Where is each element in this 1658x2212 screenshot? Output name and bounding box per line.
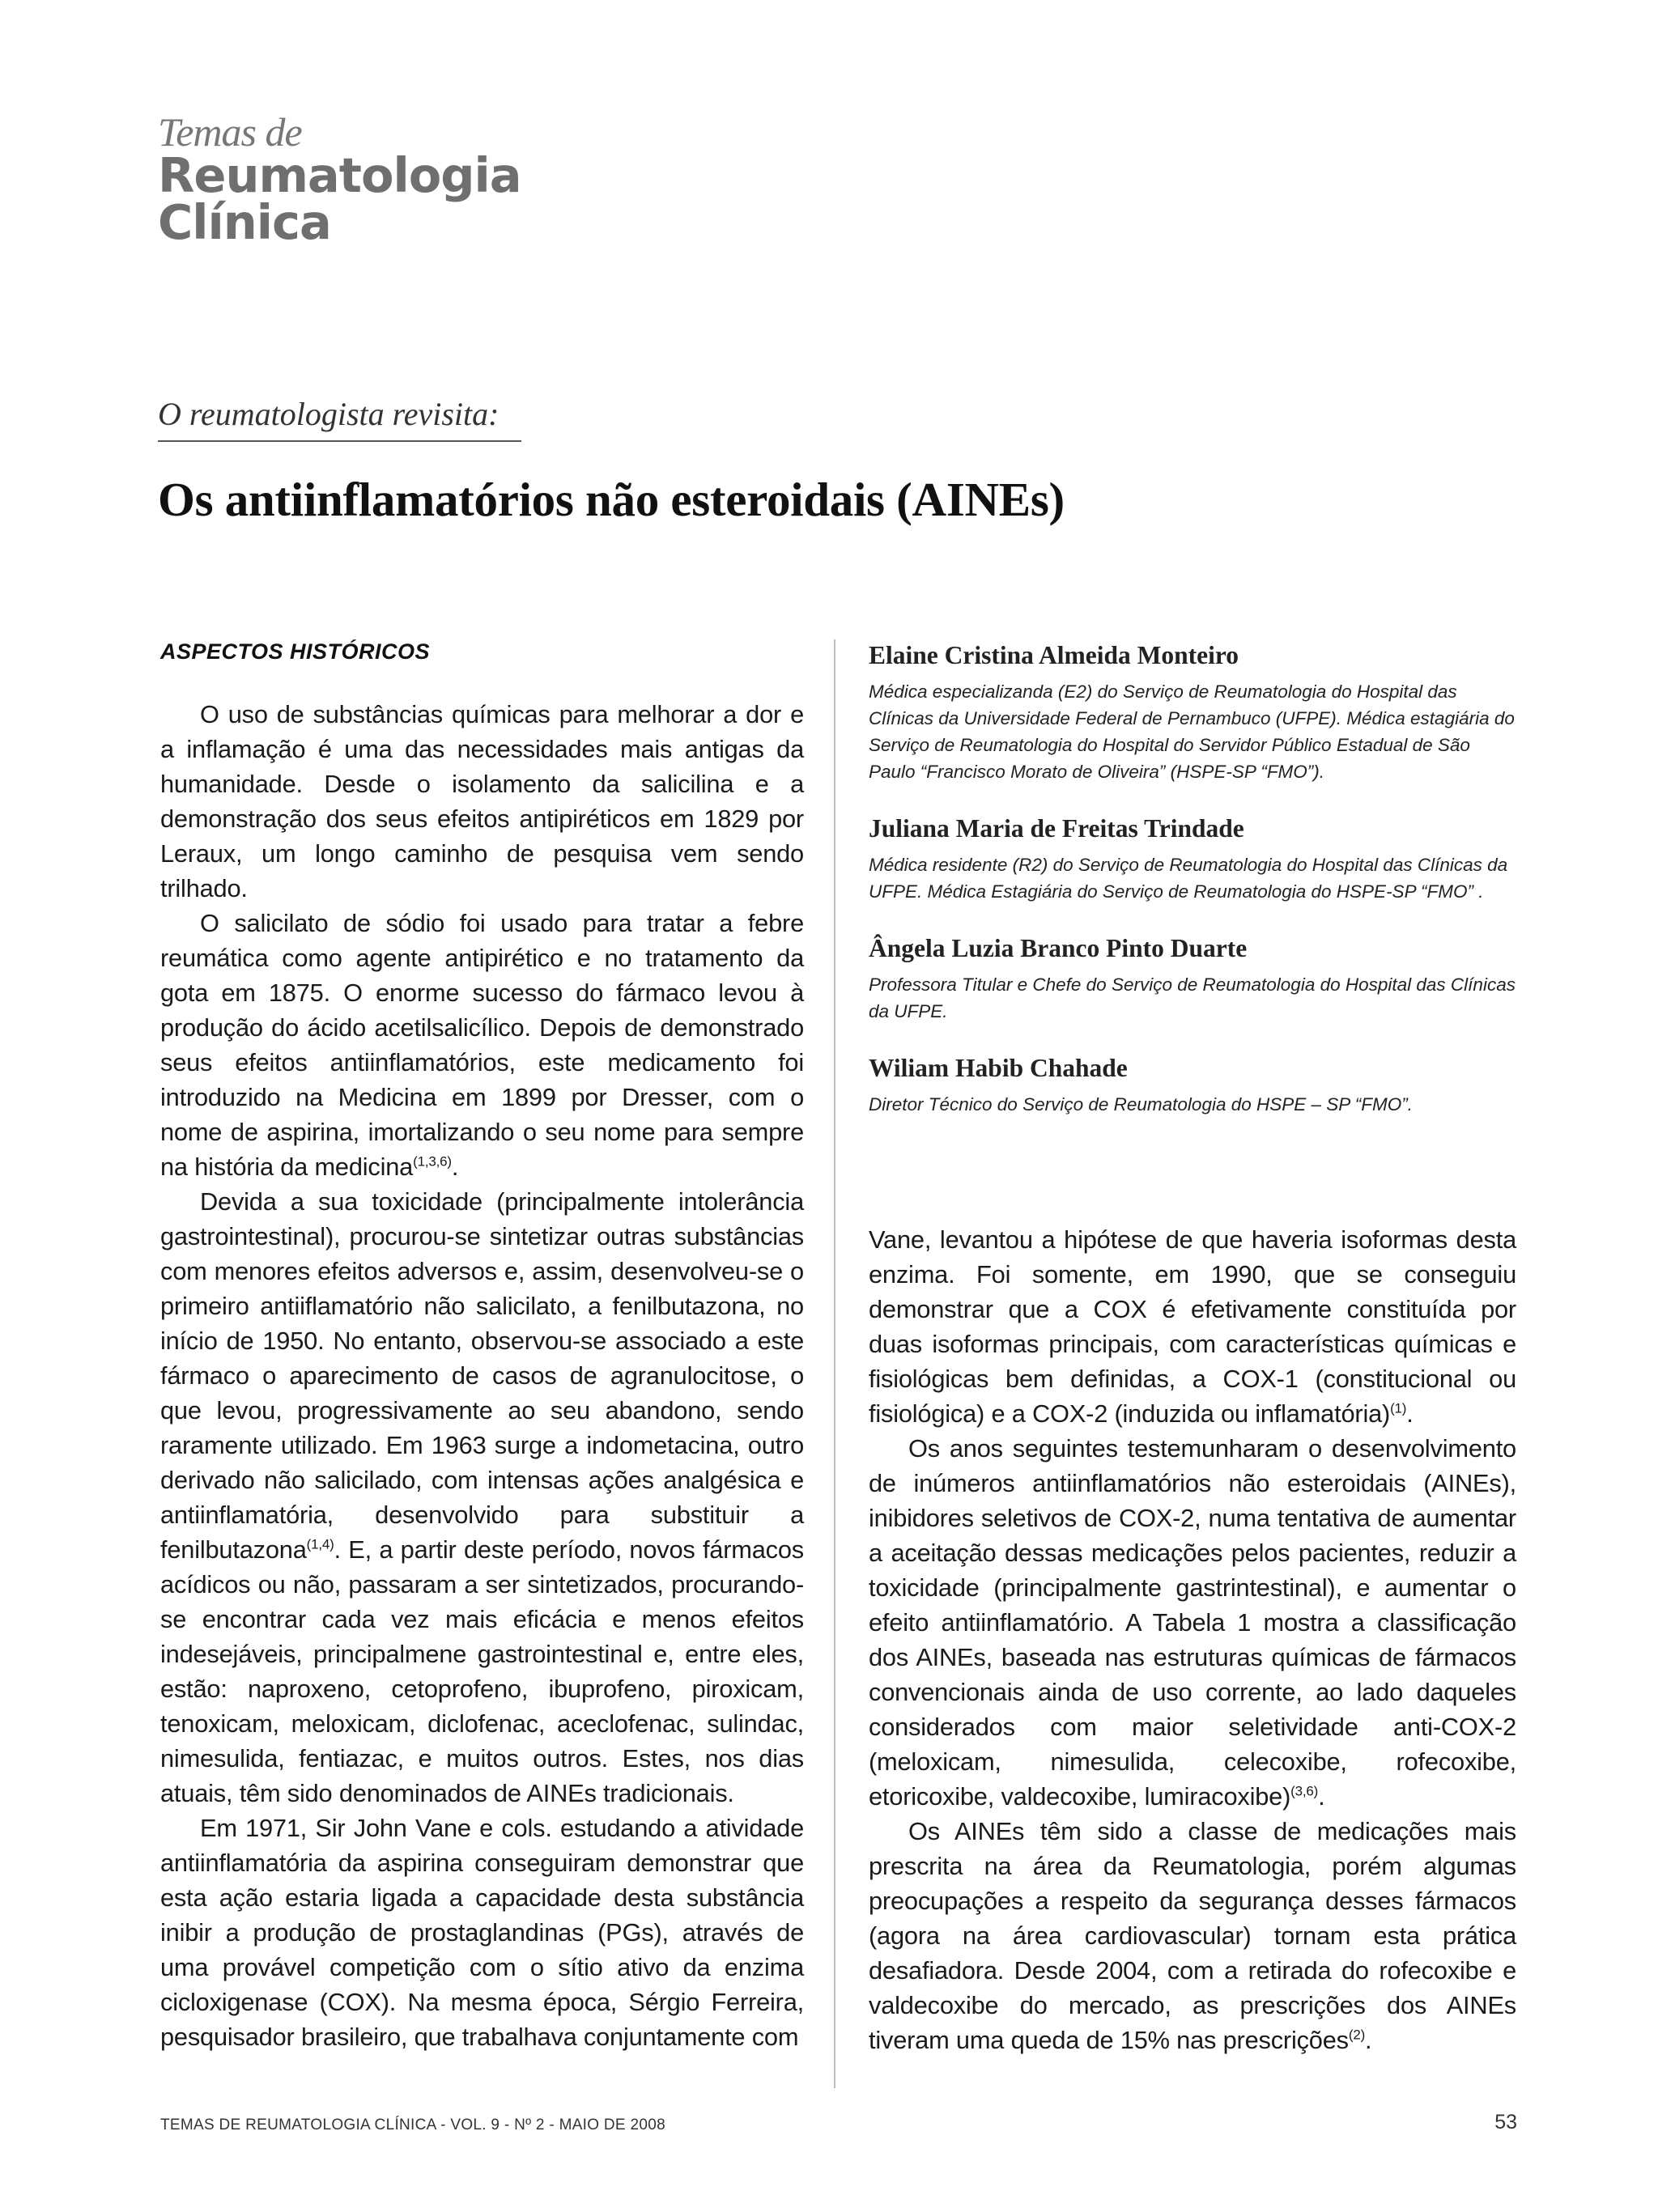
paragraph: O uso de substâncias químicas para melhorar a dor e a inflamação é uma das necessidades mais antigas da humanidade. Desde o isolamento da salicilina e a demonstração dos seus efeitos antipiréticos em 1829 por Leraux, um longo caminho de pesquisa vem sendo trilhado.: [160, 700, 804, 902]
section-heading: ASPECTOS HISTÓRICOS: [160, 639, 431, 664]
paragraph: Os anos seguintes testemunharam o desenvolvimento de inúmeros antiinflamatórios não esteroidais (AINEs), inibidores seletivos de COX-2, numa tentativa de aumentar a aceitação dessas medicações pelos pacientes, reduzir a toxicidade (principalmente gastrintestinal), e aumentar o efeito antiinflamatório. A Tabela 1 mostra a classificação dos AINEs, baseada nas estruturas químicas de fármacos convencionais ainda de uso corrente, ao lado daqueles considerados com maior seletividade anti-COX-2 (meloxicam, nimesulida, celecoxibe, rofecoxibe, etoricoxibe, valdecoxibe, lumiracoxibe)$^{(3,6)}$.: [869, 1434, 1516, 1811]
author-affiliation: Diretor Técnico do Serviço de Reumatologia do HSPE – SP “FMO”.: [869, 1094, 1413, 1114]
author-affiliation: Professora Titular e Chefe do Serviço de Reumatologia do Hospital das Clínicas da UFPE.: [869, 974, 1516, 1021]
author-affiliation: Médica residente (R2) do Serviço de Reumatologia do Hospital das Clínicas da UFPE. Médica Estagiária do Serviço de Reumatologia do HSPE-SP “FMO” .: [869, 855, 1508, 902]
citation-ref: (1): [1390, 1400, 1407, 1416]
paragraph: O salicilato de sódio foi usado para tratar a febre reumática como agente antipirético e no tratamento da gota em 1875. O enorme sucesso do fármaco levou à produção do ácido acetilsalicílico. Depois de demonstrado seus efeitos antiinflamatórios, este medicamento foi introduzido na Medicina em 1899 por Dresser, com o nome de aspirina, imortalizando o seu nome para sempre na história da medicina$^{(1,3,6)}$.: [160, 909, 804, 1181]
logo-line-3: Clínica: [158, 194, 331, 250]
article-title: Os antiinflamatórios não esteroidais (AINEs): [158, 473, 1065, 526]
author-name: Wiliam Habib Chahade: [869, 1054, 1128, 1082]
logo-line-2: Reumatologia: [158, 147, 521, 203]
author-name: Ângela Luzia Branco Pinto Duarte: [869, 934, 1248, 962]
right-body-text: [869, 1222, 1516, 2057]
paragraph: Vane, levantou a hipótese de que haveria isoformas desta enzima. Foi somente, em 1990, que se conseguiu demonstrar que a COX é efetivamente constituída por duas isoformas principais, com características químicas e fisiológicas bem definidas, a COX-1 (constitucional ou fisiológica) e a COX-2 (induzida ou inflamatória)$^{(1)}$.: [869, 1225, 1516, 1428]
citation-ref: (2): [1348, 2027, 1366, 2043]
author-block: [869, 813, 1516, 905]
journal-logo: [158, 109, 521, 250]
author-block: [869, 1052, 1516, 1118]
author-name: Juliana Maria de Freitas Trindade: [869, 814, 1244, 843]
paragraph: Devida a sua toxicidade (principalmente intolerância gastrointestinal), procurou-se sintetizar outras substâncias com menores efeitos adversos e, assim, desenvolveu-se o primeiro antiiflamatório não salicilato, a fenilbutazona, no início de 1950. No entanto, observou-se associado a este fármaco o aparecimento de casos de agranulocitose, o que levou, progressivamente ao seu abandono, sendo raramente utilizado. Em 1963 surge a indometacina, outro derivado não salicilado, com intensas ações analgésica e antiinflamatória, desenvolvido para substituir a fenilbutazona$^{(1,4)}$. E, a partir deste período, novos fármacos acídicos ou não, passaram a ser sintetizados, procurando-se encontrar cada vez mais eficácia e menos efeitos indesejáveis, principalmene gastrointestinal e, entre eles, estão: naproxeno, cetoprofeno, ibuprofeno, piroxicam, tenoxicam, meloxicam, diclofenac, aceclofenac, sulindac, nimesulida, fentiazac, e muitos outros. Estes, nos dias atuais, têm sido denominados de AINEs tradicionais.: [160, 1187, 804, 1807]
left-column: [160, 639, 804, 2054]
author-block: [869, 932, 1516, 1025]
column-divider: [834, 639, 835, 2088]
author-name: Elaine Cristina Almeida Monteiro: [869, 641, 1239, 669]
page-number: 53: [1494, 2111, 1517, 2133]
citation-ref: (3,6): [1290, 1783, 1319, 1799]
section-kicker: O reumatologista revisita:: [158, 396, 500, 432]
logo-line-1: Temas de: [158, 109, 302, 155]
author-block: [869, 639, 1516, 785]
author-affiliation: Médica especializanda (E2) do Serviço de Reumatologia do Hospital das Clínicas da Universidade Federal de Pernambuco (UFPE). Médica estagiária do Serviço de Reumatologia do Hospital do Servidor Público Estadual de São Paulo “Francisco Morato de Oliveira” (HSPE-SP “FMO”).: [869, 681, 1515, 782]
kicker-underline: [158, 440, 521, 442]
paragraph: Os AINEs têm sido a classe de medicações mais prescrita na área da Reumatologia, porém algumas preocupações a respeito da segurança desses fármacos (agora na área cardiovascular) tornam esta prática desafiadora. Desde 2004, com a retirada do rofecoxibe e valdecoxibe do mercado, as prescrições dos AINEs tiveram uma queda de 15% nas prescrições$^{(2)}$.: [869, 1817, 1516, 2054]
footer-citation: TEMAS DE REUMATOLOGIA CLÍNICA - VOL. 9 - Nº 2 - MAIO DE 2008: [160, 2116, 665, 2133]
citation-ref: (1,3,6): [413, 1153, 452, 1170]
citation-ref: (1,4): [306, 1536, 334, 1552]
paragraph: Em 1971, Sir John Vane e cols. estudando a atividade antiinflamatória da aspirina conseguiram demonstrar que esta ação estaria ligada a capacidade desta substância inibir a produção de prostaglandinas (PGs), através de uma provável competição com o sítio ativo da enzima cicloxigenase (COX). Na mesma época, Sérgio Ferreira, pesquisador brasileiro, que trabalhava conjuntamente com: [160, 1814, 804, 2051]
right-column: [869, 639, 1516, 2054]
